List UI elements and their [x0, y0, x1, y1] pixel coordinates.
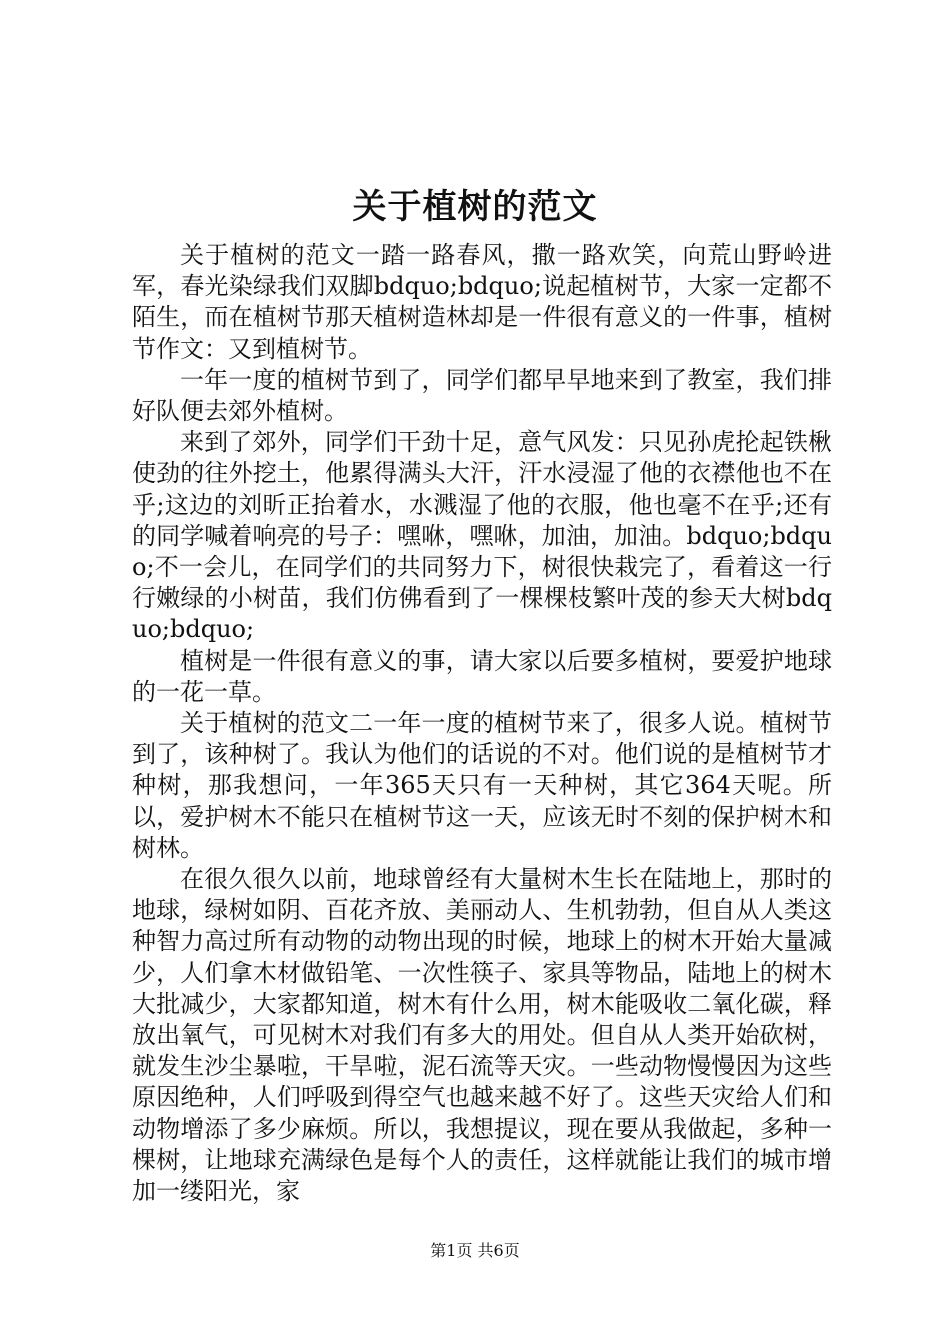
page-number-footer: 第1页 共6页 [430, 1241, 520, 1260]
document-body [132, 240, 832, 1207]
paragraph: 来到了郊外，同学们干劲十足，意气风发：只见孙虎抡起铁楸使劲的往外挖土，他累得满头大汗，汗水浸湿了他的衣襟他也不在乎;这边的刘昕正抬着水，水溅湿了他的衣服，他也毫不在乎;还有的同学喊着响亮的号子：嘿咻，嘿咻，加油，加油。bdquo;bdquo;不一会儿，在同学们的共同努力下，树很快栽完了，看着这一行行嫩绿的小树苗，我们仿佛看到了一棵棵枝繁叶茂的参天大树bdquo;bdquo; [132, 428, 832, 644]
document-title: 关于植树的范文 [352, 187, 598, 227]
paragraph: 在很久很久以前，地球曾经有大量树木生长在陆地上，那时的地球，绿树如阴、百花齐放、美丽动人、生机勃勃，但自从人类这种智力高过所有动物的动物出现的时候，地球上的树木开始大量减少，人们拿木材做铅笔、一次性筷子、家具等物品，陆地上的树木大批减少，大家都知道，树木有什么用，树木能吸收二氧化碳，释放出氧气，可见树木对我们有多大的用处。但自从人类开始砍树，就发生沙尘暴啦，干旱啦，泥石流等天灾。一些动物慢慢因为这些原因绝种，人们呼吸到得空气也越来越不好了。这些天灾给人们和动物增添了多少麻烦。所以，我想提议，现在要从我做起，多种一棵树，让地球充满绿色是每个人的责任，这样就能让我们的城市增加一缕阳光，家 [132, 865, 832, 1206]
paragraph: 植树是一件很有意义的事，请大家以后要多植树，要爱护地球的一花一草。 [132, 646, 832, 706]
paragraph: 关于植树的范文二一年一度的植树节来了，很多人说。植树节到了，该种树了。我认为他们的话说的不对。他们说的是植树节才种树，那我想问，一年365天只有一天种树，其它364天呢。所以，爱护树木不能只在植树节这一天，应该无时不刻的保护树木和树林。 [132, 709, 832, 862]
paragraph: 关于植树的范文一踏一路春风，撒一路欢笑，向荒山野岭进军，春光染绿我们双脚bdquo;bdquo;说起植树节，大家一定都不陌生，而在植树节那天植树造林却是一件很有意义的一件事，植树节作文：又到植树节。 [132, 241, 832, 363]
paragraph: 一年一度的植树节到了，同学们都早早地来到了教室，我们排好队便去郊外植树。 [132, 365, 832, 426]
